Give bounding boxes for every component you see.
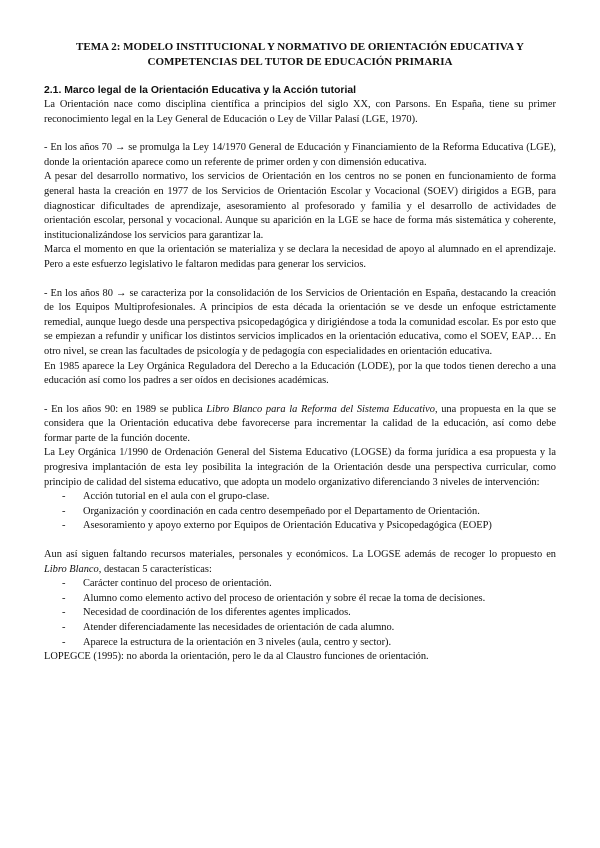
section-heading: 2.1. Marco legal de la Orientación Educativa y la Acción tutorial: [44, 85, 357, 96]
paragraph-lode: En 1985 aparece la Ley Orgánica Reguladora del Derecho a la Educación (LODE), por la que todos tienen derecho a una educación así como los padres a ser oídos en decisiones académicas.: [44, 360, 556, 387]
logse-features-rest: , destacan 5 características:: [98, 563, 212, 575]
spacer: [44, 389, 556, 403]
list-item: - Acción tutorial en el aula con el grupo-clase.: [62, 490, 556, 505]
paragraph-90s: [44, 403, 556, 447]
paragraph-90s-lead: - En los años 90: en 1989 se publica: [44, 403, 207, 415]
list-item: - Atender diferenciadamente las necesidades de orientación de cada alumno.: [62, 621, 556, 636]
paragraph-90s-rest: , una propuesta en la que se considera que la Orientación educativa debe favorecerse para incrementar la calidad de la educación, así como debe formar parte de la función docente.: [44, 403, 556, 444]
spacer: [44, 273, 556, 287]
intro-paragraph: La Orientación nace como disciplina científica a principios del siglo XX, con Parsons. En España, tiene su primer reconocimiento legal en la Ley General de Educación o Ley de Villar Palasí (LGE, 1970).: [44, 99, 556, 125]
page-title: TEMA 2: MODELO INSTITUCIONAL Y NORMATIVO DE ORIENTACIÓN EDUCATIVA Y COMPETENCIAS DEL TUTOR DE EDUCACIÓN PRIMARIA: [76, 41, 524, 68]
paragraph-logse-features: [44, 548, 556, 577]
paragraph-logse: La Ley Orgánica 1/1990 de Ordenación General del Sistema Educativo (LOGSE) da forma jurídica a esa propuesta y la progresiva implantación de esta ley posibilita la integración de la Orientación desde una perspectiva curricular, como principio de calidad del sistema educativo, que adopta un modelo organizativo diferenciando 3 niveles de intervención:: [44, 447, 556, 488]
list-item: - Alumno como elemento activo del proceso de orientación y sobre él recae la toma de decisiones.: [62, 592, 556, 607]
paragraph-70s-development: A pesar del desarrollo normativo, los servicios de Orientación en los centros no se ponen en funcionamiento de forma general hasta la creación en 1977 de los Servicios de Orientación Escolar y Vocacional (SOEV) dirigidos a EGB, para diagnosticar dificultades de aprendizaje, asesoramiento al profesorado y familia y el desarrollo de actividades de orientación escolar, personal y vocacional. Aunque su aparición en la LGE se hace de forma más sistemática y coherente, institucionalizándose los servicios para garantizar la.: [44, 171, 556, 241]
list-item: - Necesidad de coordinación de los diferentes agentes implicados.: [62, 606, 556, 621]
paragraph-80s: - En los años 80 → se caracteriza por la consolidación de los Servicios de Orientación en España, destacando la creación de los Equipos Multiprofesionales. A principios de esta década la orientación se ve desde un enfoque estrictamente remedial, aunque luego desde una perspectiva psicopedagógica y dirigiéndose a toda la comunidad escolar. Es por esto que se empiezan a refundir y unificar los distintos servicios implicados en la orientación educativa, como el SOEV, EAP… En otro nivel, se crean las facultades de psicología y de pedagogía con especialidades en orientación educativa.: [44, 287, 556, 357]
logse-features-list: [44, 577, 556, 650]
list-item: - Carácter continuo del proceso de orientación.: [62, 577, 556, 592]
paragraph-70s: - En los años 70 → se promulga la Ley 14/1970 General de Educación y Financiamiento de la Reforma Educativa (LGE), donde la orientación aparece como un referente de primer orden y con dimensión educativa.: [44, 142, 556, 168]
paragraph-70s-conclusion: Marca el momento en que la orientación se materializa y se declara la necesidad de apoyo al alumnado en el aprendizaje. Pero a este esfuerzo legislativo le faltaron medidas para generar los servicios.: [44, 244, 556, 270]
spacer: [44, 534, 556, 548]
list-item: - Aparece la estructura de la orientación en 3 niveles (aula, centro y sector).: [62, 636, 556, 651]
paragraph-lopegce: LOPEGCE (1995): no aborda la orientación, pero le da al Claustro funciones de orientación.: [44, 651, 429, 663]
libro-blanco-title: Libro Blanco para la Reforma del Sistema Educativo: [206, 403, 435, 415]
spacer: [44, 127, 556, 141]
list-item: - Asesoramiento y apoyo externo por Equipos de Orientación Educativa y Psicopedagógica (EOEP): [62, 519, 556, 534]
logse-features-lead: Aun así siguen faltando recursos materiales, personales y económicos. La LOGSE además de recoger lo propuesto en: [44, 549, 556, 561]
intervention-levels-list: [44, 490, 556, 534]
list-item: - Organización y coordinación en cada centro desempeñado por el Departamento de Orientación.: [62, 505, 556, 520]
libro-blanco-ref: Libro Blanco: [44, 563, 99, 575]
